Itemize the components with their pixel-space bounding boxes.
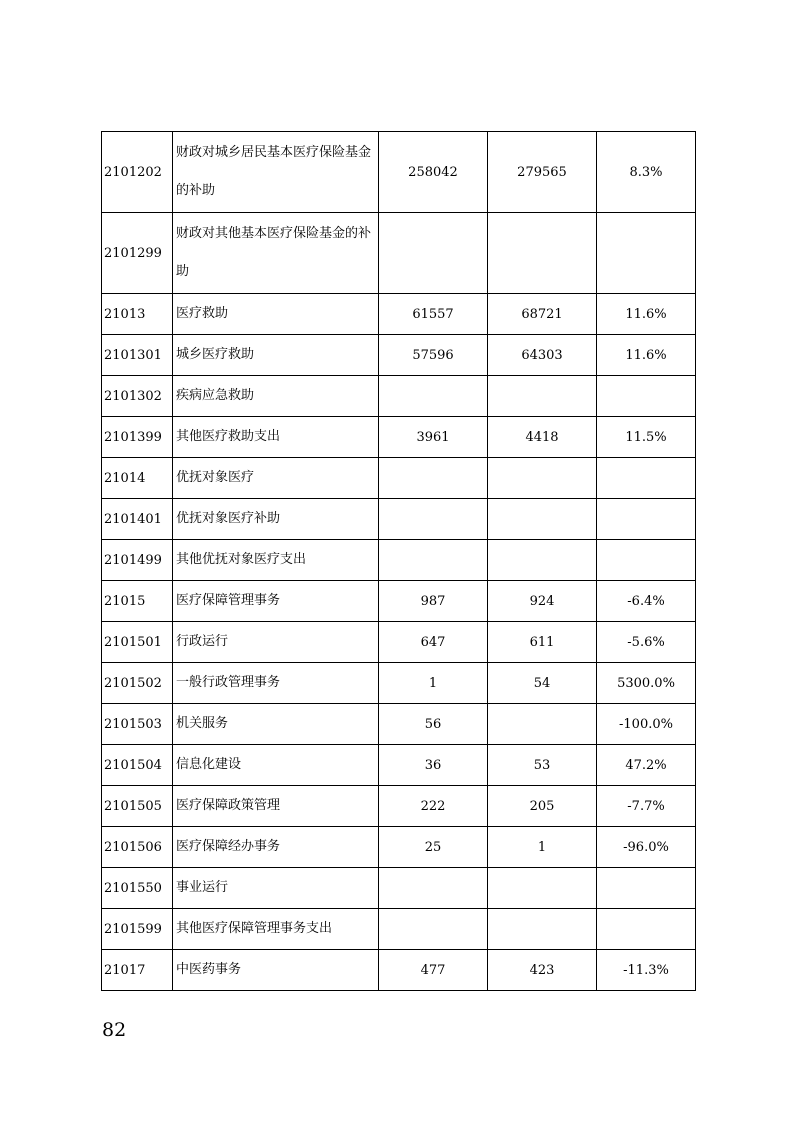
growth-rate: 47.2% [597, 745, 696, 786]
table-row [102, 663, 696, 704]
account-code: 21017 [102, 950, 173, 991]
value-current [488, 540, 597, 581]
value-prior: 222 [379, 786, 488, 827]
value-prior: 36 [379, 745, 488, 786]
growth-rate: -96.0% [597, 827, 696, 868]
growth-rate: 5300.0% [597, 663, 696, 704]
growth-rate: 8.3% [597, 132, 696, 213]
value-prior [379, 540, 488, 581]
table-row [102, 540, 696, 581]
value-current: 924 [488, 581, 597, 622]
table-row [102, 458, 696, 499]
value-current [488, 909, 597, 950]
table-row [102, 827, 696, 868]
value-current [488, 213, 597, 294]
account-code: 21015 [102, 581, 173, 622]
account-code: 2101502 [102, 663, 173, 704]
value-prior: 3961 [379, 417, 488, 458]
account-code: 2101503 [102, 704, 173, 745]
table-row [102, 376, 696, 417]
account-name: 优抚对象医疗补助 [173, 499, 379, 540]
value-prior [379, 909, 488, 950]
account-name: 其他优抚对象医疗支出 [173, 540, 379, 581]
value-current [488, 376, 597, 417]
growth-rate: 11.5% [597, 417, 696, 458]
account-name: 财政对其他基本医疗保险基金的补助 [173, 213, 379, 294]
table-row [102, 745, 696, 786]
value-current: 423 [488, 950, 597, 991]
growth-rate: -100.0% [597, 704, 696, 745]
account-name: 城乡医疗救助 [173, 335, 379, 376]
account-code: 2101599 [102, 909, 173, 950]
value-current: 64303 [488, 335, 597, 376]
table-row [102, 213, 696, 294]
growth-rate: -6.4% [597, 581, 696, 622]
growth-rate [597, 213, 696, 294]
account-code: 2101301 [102, 335, 173, 376]
account-code: 2101399 [102, 417, 173, 458]
value-current: 68721 [488, 294, 597, 335]
account-name: 优抚对象医疗 [173, 458, 379, 499]
value-current: 4418 [488, 417, 597, 458]
table-row [102, 909, 696, 950]
account-name: 信息化建设 [173, 745, 379, 786]
value-prior: 56 [379, 704, 488, 745]
value-prior: 1 [379, 663, 488, 704]
growth-rate: 11.6% [597, 335, 696, 376]
value-current: 1 [488, 827, 597, 868]
growth-rate [597, 458, 696, 499]
table-row [102, 294, 696, 335]
account-code: 21013 [102, 294, 173, 335]
growth-rate [597, 868, 696, 909]
growth-rate [597, 376, 696, 417]
account-name: 医疗保障经办事务 [173, 827, 379, 868]
account-code: 2101499 [102, 540, 173, 581]
growth-rate: -5.6% [597, 622, 696, 663]
account-code: 2101550 [102, 868, 173, 909]
table-row [102, 335, 696, 376]
account-name: 财政对城乡居民基本医疗保险基金的补助 [173, 132, 379, 213]
account-name: 其他医疗保障管理事务支出 [173, 909, 379, 950]
table-row [102, 132, 696, 213]
account-code: 21014 [102, 458, 173, 499]
value-prior: 647 [379, 622, 488, 663]
value-current: 205 [488, 786, 597, 827]
account-name: 医疗保障政策管理 [173, 786, 379, 827]
value-prior: 57596 [379, 335, 488, 376]
value-prior [379, 376, 488, 417]
value-prior [379, 868, 488, 909]
growth-rate: 11.6% [597, 294, 696, 335]
account-name: 其他医疗救助支出 [173, 417, 379, 458]
table-row [102, 622, 696, 663]
page-number: 82 [102, 1019, 127, 1041]
value-prior: 61557 [379, 294, 488, 335]
account-name: 事业运行 [173, 868, 379, 909]
value-prior: 987 [379, 581, 488, 622]
table-row [102, 950, 696, 991]
account-name: 中医药事务 [173, 950, 379, 991]
account-code: 2101504 [102, 745, 173, 786]
table-row [102, 499, 696, 540]
table-row [102, 704, 696, 745]
growth-rate [597, 909, 696, 950]
value-current [488, 704, 597, 745]
value-current [488, 868, 597, 909]
account-name: 医疗保障管理事务 [173, 581, 379, 622]
value-prior: 477 [379, 950, 488, 991]
value-current: 611 [488, 622, 597, 663]
growth-rate [597, 499, 696, 540]
value-prior [379, 499, 488, 540]
growth-rate [597, 540, 696, 581]
account-code: 2101401 [102, 499, 173, 540]
budget-table [101, 131, 696, 991]
value-current [488, 458, 597, 499]
value-prior [379, 213, 488, 294]
account-code: 2101505 [102, 786, 173, 827]
account-code: 2101506 [102, 827, 173, 868]
growth-rate: -11.3% [597, 950, 696, 991]
value-current: 279565 [488, 132, 597, 213]
table-row [102, 581, 696, 622]
account-name: 医疗救助 [173, 294, 379, 335]
value-current: 54 [488, 663, 597, 704]
account-code: 2101202 [102, 132, 173, 213]
table-row [102, 786, 696, 827]
account-code: 2101302 [102, 376, 173, 417]
table-row [102, 417, 696, 458]
account-name: 疾病应急救助 [173, 376, 379, 417]
account-name: 行政运行 [173, 622, 379, 663]
growth-rate: -7.7% [597, 786, 696, 827]
account-name: 机关服务 [173, 704, 379, 745]
value-current: 53 [488, 745, 597, 786]
account-name: 一般行政管理事务 [173, 663, 379, 704]
account-code: 2101501 [102, 622, 173, 663]
table-row [102, 868, 696, 909]
value-current [488, 499, 597, 540]
value-prior: 25 [379, 827, 488, 868]
account-code: 2101299 [102, 213, 173, 294]
value-prior: 258042 [379, 132, 488, 213]
value-prior [379, 458, 488, 499]
